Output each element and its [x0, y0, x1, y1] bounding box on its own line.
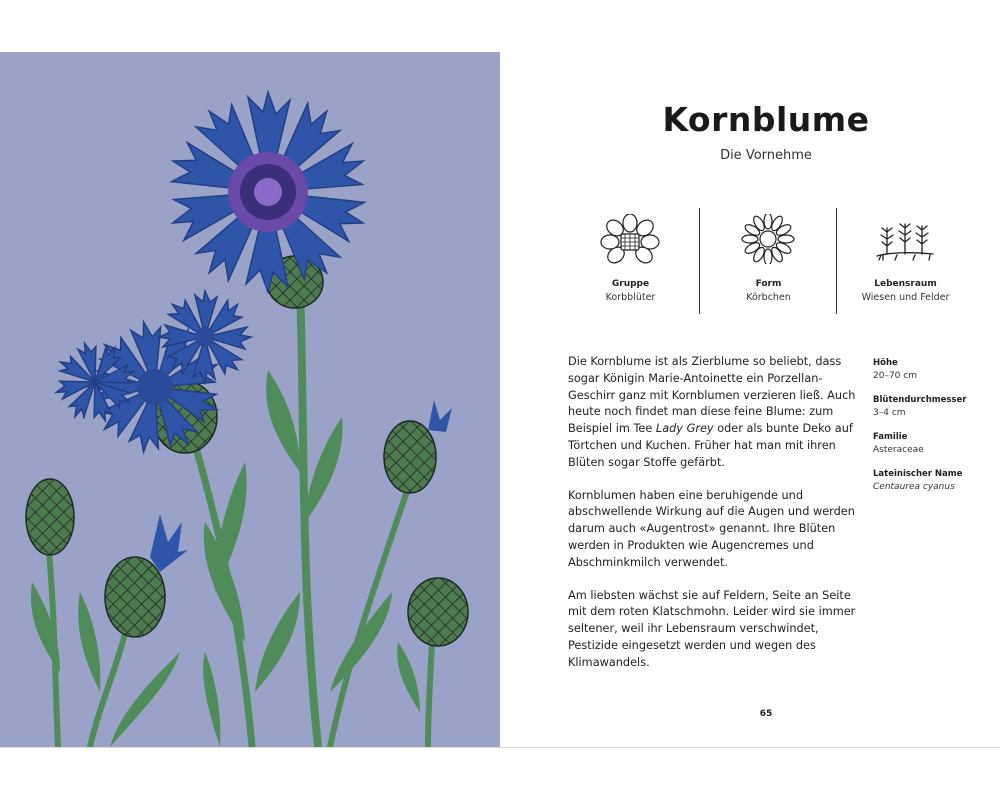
category-value: Wiesen und Felder: [861, 292, 950, 303]
fact-lateinischer-name: [873, 469, 993, 492]
category-value: Korbblüter: [605, 292, 656, 303]
fact-label: Familie: [873, 432, 908, 442]
fact-bluetendurchmesser: [873, 395, 993, 418]
fact-label: Blütendurchmesser: [873, 395, 967, 405]
fact-familie: [873, 432, 993, 455]
fact-label: Lateinischer Name: [873, 469, 963, 479]
text-page: [500, 52, 1000, 747]
basket-flower-icon: [738, 214, 798, 264]
category-value: Körbchen: [746, 292, 791, 303]
category-label: Lebensraum: [874, 279, 937, 289]
daisy-flower-icon: [600, 214, 660, 264]
category-label: Gruppe: [611, 279, 650, 289]
page-subtitle: Die Vornehme: [720, 148, 812, 163]
category-panel: [562, 208, 974, 316]
category-form: [700, 208, 837, 316]
facts-sidebar: [873, 358, 993, 506]
cornflower-illustration: [0, 52, 500, 747]
page-title: Kornblume: [662, 100, 870, 139]
category-gruppe: [562, 208, 699, 316]
fact-value: Centaurea cyanus: [873, 482, 955, 492]
category-label: Form: [755, 279, 782, 289]
fact-value: Asteraceae: [873, 445, 924, 455]
fact-hoehe: [873, 358, 993, 381]
flower-leaves: [31, 370, 420, 747]
description-text: [568, 354, 858, 688]
paragraph-3: Am liebsten wächst sie auf Feldern, Seite an Seite mit dem roten Klatschmohn. Leider wird sie immer seltener, weil ihr Lebensraum verschwindet, Pestizide eingesetzt werden und wegen des Klimawandels.: [568, 588, 856, 669]
main-cornflower-bloom: [166, 92, 370, 292]
paragraph-2: Kornblumen haben eine beruhigende und abschwellende Wirkung auf die Augen und werden darum auch «Augentrost» genannt. Ihre Blüten werden in Produkten wie Augencremes und Abschminkmilch verwendet.: [568, 488, 855, 569]
bottom-edge-line: [0, 747, 1000, 748]
fact-value: 20–70 cm: [873, 371, 917, 381]
third-cornflower-bloom: [159, 291, 251, 383]
category-lebensraum: [837, 208, 974, 316]
book-spread: [0, 52, 1000, 747]
meadow-plants-icon: [875, 214, 935, 264]
paragraph-1: Die Kornblume ist als Zierblume so beliebt, dass sogar Königin Marie-Antoinette ein Porzellan-Geschirr ganz mit Kornblumen verzieren ließ. Auch heute noch findet man diese feine Blume: zum Beispiel im Tee Lady Grey oder als bunte Deko auf Törtchen und Kuchen. Früher hat man mit ihren Blüten sogar Stoffe gefärbt.: [568, 355, 856, 469]
flower-buds: [26, 256, 468, 646]
page-number: 65: [759, 709, 773, 719]
fact-value: 3–4 cm: [873, 408, 906, 418]
fact-label: Höhe: [873, 358, 898, 368]
